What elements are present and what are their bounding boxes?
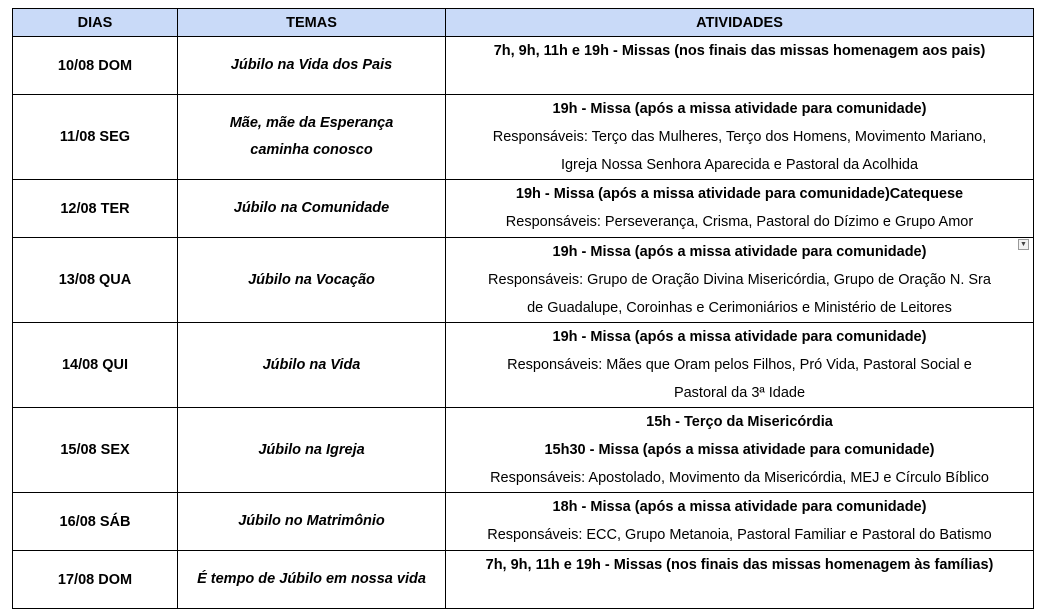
theme-cell[interactable]: Júbilo na Igreja	[178, 408, 446, 493]
day-cell[interactable]: 10/08 DOM	[13, 37, 178, 95]
day-cell[interactable]: 13/08 QUA	[13, 238, 178, 323]
theme-line: caminha conosco	[250, 142, 373, 158]
theme-cell[interactable]: Júbilo na Vida dos Pais	[178, 37, 446, 95]
table-row	[13, 551, 1034, 609]
activity-line: de Guadalupe, Coroinhas e Cerimoniários e Ministério de Leitores	[527, 300, 952, 316]
activity-line: Responsáveis: Mães que Oram pelos Filhos, Pró Vida, Pastoral Social e	[507, 357, 972, 373]
theme-cell[interactable]: Júbilo no Matrimônio	[178, 493, 446, 551]
theme-line: Mãe, mãe da Esperança	[229, 115, 394, 131]
chevron-down-icon[interactable]: ▼	[1018, 239, 1029, 250]
activity-line: Responsáveis: Terço das Mulheres, Terço dos Homens, Movimento Mariano,	[492, 129, 987, 145]
table-row	[13, 180, 1034, 238]
table-row	[13, 493, 1034, 551]
activity-line: 18h - Missa (após a missa atividade para comunidade)	[552, 499, 927, 515]
day-cell[interactable]: 17/08 DOM	[13, 551, 178, 609]
activity-line: 7h, 9h, 11h e 19h - Missas (nos finais das missas homenagem aos pais)	[493, 43, 986, 59]
activities-cell[interactable]	[446, 238, 1034, 323]
activity-line: 7h, 9h, 11h e 19h - Missas (nos finais das missas homenagem às famílias)	[485, 557, 994, 573]
header-atividades: ATIVIDADES	[446, 9, 1034, 37]
day-cell[interactable]: 14/08 QUI	[13, 323, 178, 408]
theme-cell[interactable]: Júbilo na Vida	[178, 323, 446, 408]
activity-line: 15h - Terço da Misericórdia	[646, 414, 833, 430]
activity-line: Pastoral da 3ª Idade	[673, 385, 806, 401]
table-row	[13, 323, 1034, 408]
activities-cell[interactable]	[446, 551, 1034, 609]
day-cell[interactable]: 12/08 TER	[13, 180, 178, 238]
activities-cell[interactable]	[446, 408, 1034, 493]
activities-cell[interactable]	[446, 493, 1034, 551]
theme-cell[interactable]: Júbilo na Vocação	[178, 238, 446, 323]
schedule-table	[12, 8, 1034, 609]
table-row	[13, 95, 1034, 180]
activity-line: 19h - Missa (após a missa atividade para comunidade)	[552, 244, 927, 260]
activity-line: 15h30 - Missa (após a missa atividade para comunidade)	[544, 442, 935, 458]
activity-line: 19h - Missa (após a missa atividade para comunidade)Catequese	[515, 186, 964, 202]
activity-line: Responsáveis: ECC, Grupo Metanoia, Pastoral Familiar e Pastoral do Batismo	[487, 527, 992, 543]
activity-line: Responsáveis: Apostolado, Movimento da Misericórdia, MEJ e Círculo Bíblico	[490, 470, 989, 486]
activities-cell[interactable]	[446, 323, 1034, 408]
activity-line: 19h - Missa (após a missa atividade para comunidade)	[552, 329, 927, 345]
activity-line: 19h - Missa (após a missa atividade para comunidade)	[552, 101, 927, 117]
table-row	[13, 37, 1034, 95]
activity-line: Responsáveis: Grupo de Oração Divina Misericórdia, Grupo de Oração N. Sra	[488, 272, 991, 288]
header-temas: TEMAS	[178, 9, 446, 37]
activities-cell[interactable]	[446, 180, 1034, 238]
theme-cell[interactable]: É tempo de Júbilo em nossa vida	[178, 551, 446, 609]
theme-cell[interactable]	[178, 95, 446, 180]
activities-cell[interactable]	[446, 95, 1034, 180]
day-cell[interactable]: 15/08 SEX	[13, 408, 178, 493]
day-cell[interactable]: 11/08 SEG	[13, 95, 178, 180]
activities-cell[interactable]	[446, 37, 1034, 95]
table-row	[13, 238, 1034, 323]
header-row	[13, 9, 1034, 37]
table-row	[13, 408, 1034, 493]
day-cell[interactable]: 16/08 SÁB	[13, 493, 178, 551]
theme-cell[interactable]: Júbilo na Comunidade	[178, 180, 446, 238]
activity-line: Responsáveis: Perseverança, Crisma, Pastoral do Dízimo e Grupo Amor	[505, 214, 974, 230]
activity-line: Igreja Nossa Senhora Aparecida e Pastoral da Acolhida	[560, 157, 919, 173]
header-dias: DIAS	[13, 9, 178, 37]
